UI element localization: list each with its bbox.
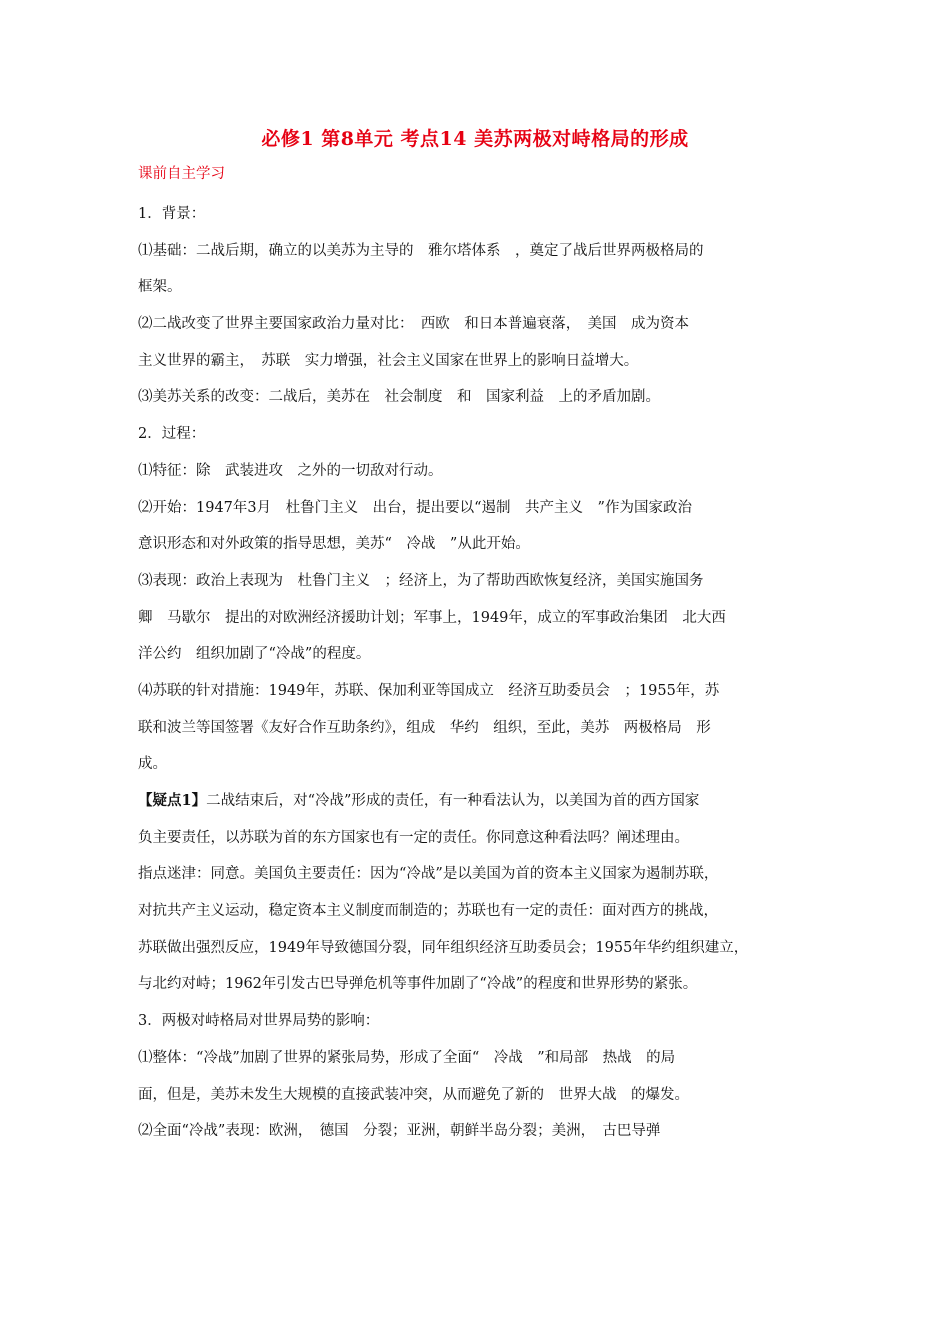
text-line: 成。 <box>138 756 167 773</box>
text-line: ⑶表现：政治上表现为 杜鲁门主义 ；经济上，为了帮助西欧恢复经济，美国实施国务 <box>138 572 704 589</box>
text-line: ⑷苏联的针对措施：1949年，苏联、保加利亚等国成立 经济互助委员会 ；1955年，苏 <box>138 682 720 699</box>
text-line: 负主要责任，以苏联为首的东方国家也有一定的责任。你同意这种看法吗？阐述理由。 <box>138 829 689 846</box>
text-line: 洋公约 组织加剧了“冷战”的程度。 <box>138 646 371 663</box>
text-line: ⑴基础：二战后期，确立的以美苏为主导的 雅尔塔体系 ，奠定了战后世界两极格局的 <box>138 242 704 259</box>
text-line: 卿 马歇尔 提出的对欧洲经济援助计划；军事上，1949年，成立的军事政治集团 北大西 <box>138 609 726 626</box>
document-body <box>138 196 816 1150</box>
text-line: 指点迷津：同意。美国负主要责任：因为“冷战”是以美国为首的资本主义国家为遏制苏联， <box>138 866 719 883</box>
document-title: 必修1 第8单元 考点14 美苏两极对峙格局的形成 <box>261 128 689 150</box>
text-line: 与北约对峙；1962年引发古巴导弹危机等事件加剧了“冷战”的程度和世界形势的紧张。 <box>138 976 698 993</box>
text-line: ⑶美苏关系的改变：二战后，美苏在 社会制度 和 国家利益 上的矛盾加剧。 <box>138 389 660 406</box>
text-line: 联和波兰等国签署《友好合作互助条约》，组成 华约 组织，至此，美苏 两极格局 形 <box>138 719 711 736</box>
text-line: ⑵二战改变了世界主要国家政治力量对比： 西欧 和日本普遍衰落， 美国 成为资本 <box>138 316 689 333</box>
text-line: 苏联做出强烈反应，1949年导致德国分裂，同年组织经济互助委员会；1955年华约组织建立， <box>138 939 749 956</box>
question-marker: 【疑点1】 <box>138 792 207 809</box>
text-line: 对抗共产主义运动，稳定资本主义制度而制造的；苏联也有一定的责任：面对西方的挑战， <box>138 903 718 920</box>
text-line: ⑵开始：1947年3月 杜鲁门主义 出台，提出要以“遏制 共产主义 ”作为国家政治 <box>138 499 692 516</box>
text-line: 主义世界的霸主， 苏联 实力增强，社会主义国家在世界上的影响日益增大。 <box>138 352 639 369</box>
text-line: 1．背景： <box>138 206 206 222</box>
text-line: 2．过程： <box>138 426 206 443</box>
text-line: ⑵全面“冷战”表现：欧洲， 德国 分裂；亚洲，朝鲜半岛分裂；美洲， 古巴导弹 <box>138 1123 661 1140</box>
text-line: 3．两极对峙格局对世界局势的影响： <box>138 1013 380 1030</box>
text-line: 框架。 <box>138 279 182 296</box>
section-label: 课前自主学习 <box>138 166 225 182</box>
text-line: ⑴特征：除 武装进攻 之外的一切敌对行动。 <box>138 462 443 479</box>
text-line: 意识形态和对外政策的指导思想，美苏“ 冷战 ”从此开始。 <box>138 536 530 553</box>
text-line: ⑴整体：“冷战”加剧了世界的紧张局势，形成了全面“ 冷战 ”和局部 热战 的局 <box>138 1049 676 1066</box>
text-line: 面，但是，美苏未发生大规模的直接武装冲突，从而避免了新的 世界大战 的爆发。 <box>138 1086 689 1103</box>
text-line: 【疑点1】二战结束后，对“冷战”形成的责任，有一种看法认为，以美国为首的西方国家 <box>138 792 700 809</box>
